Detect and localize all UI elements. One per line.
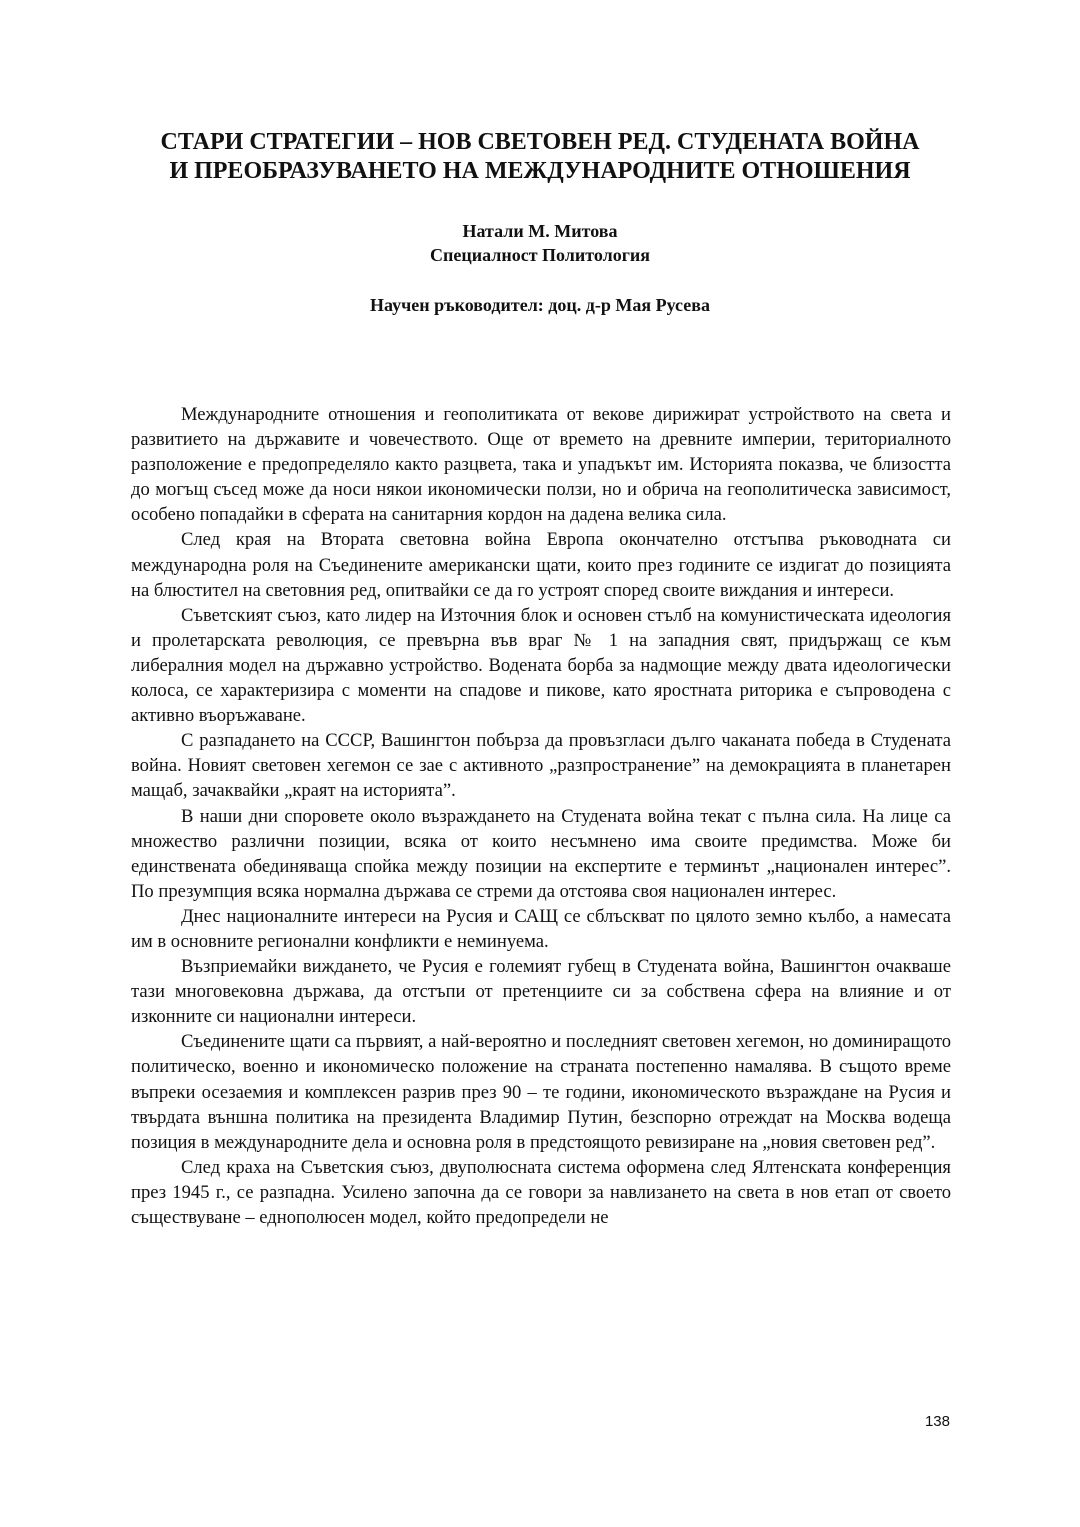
author-name: Натали М. Митова — [462, 221, 618, 241]
author-block — [120, 219, 960, 267]
body-text — [131, 402, 951, 1230]
paper-title-line-1: СТАРИ СТРАТЕГИИ – НОВ СВЕТОВЕН РЕД. СТУДЕНАТА ВОЙНА — [160, 129, 920, 155]
author-specialty: Специалност Политология — [429, 245, 651, 265]
body-paragraph-1: Международните отношения и геополитиката от векове дирижират устройството на света и развитието на държавите и човечеството. Още от времето на древните империи, териториалното разположение е предопределяло както разцвета, така и упадъкът им. Историята показва, че близостта до могъщ съсед може да носи някои икономически ползи, но и обрича на геополитическа зависимост, особено попадайки в сферата на санитарния кордон на дадена велика сила. — [131, 404, 951, 526]
body-paragraph-7: Възприемайки виждането, че Русия е големият губещ в Студената война, Вашингтон очакваше тази многовековна държава, да отстъпи от претенциите си за собствена сфера на влияние и от изконните си национални интереси. — [131, 956, 951, 1028]
body-paragraph-3: Съветският съюз, като лидер на Източния блок и основен стълб на комунистическата идеология и пролетарската революция, се превърна във враг № 1 на западния свят, придържащ се към либералния модел на държавно устройство. Водената борба за надмощие между двата идеологически колоса, се характеризира с моменти на спадове и пикове, като яростната риторика е съпроводена с активно въоръжаване. — [131, 604, 951, 727]
body-paragraph-2: След края на Втората световна война Европа окончателно отстъпва ръководната си международна роля на Съединените американски щати, които през годините се издигат до позицията на блюстител на световния ред, опитвайки се да го устроят според своите виждания и интереси. — [131, 529, 951, 601]
body-paragraph-6: Днес националните интереси на Русия и САЩ се сблъскват по цялото земно кълбо, а намесата им в основните регионални конфликти е неминуема. — [131, 905, 951, 952]
supervisor-line: Научен ръководител: доц. д-р Мая Русева — [370, 295, 710, 315]
body-paragraph-5: В наши дни споровете около възраждането на Студената война текат с пълна сила. На лице са множество различни позиции, всяка от които несъмнено има своите предимства. Може би единствената обединяваща спойка между позиции на експертите е терминът „национален интерес”. По презумпция всяка нормална държава се стреми да отстоява своя национален интерес. — [131, 805, 951, 902]
body-paragraph-4: С разпадането на СССР, Вашингтон побърза да провъзгласи дълго чаканата победа в Студената война. Новият световен хегемон се зае с активното „разпространение” на демокрацията в планетарен мащаб, зачаквайки „краят на историята”. — [131, 730, 951, 802]
paper-title-line-2: И ПРЕОБРАЗУВАНЕТО НА МЕЖДУНАРОДНИТЕ ОТНОШЕНИЯ — [169, 158, 911, 184]
body-paragraph-8: Съединените щати са първият, а най-вероятно и последният световен хегемон, но доминиращото политическо, военно и икономическо положение на страната постепенно намалява. В същото време въпреки осезаемия и комплексен разрив през 90 – те години, икономическото възраждане на Русия и твърдата външна политика на президента Владимир Путин, безспорно отреждат на Москва водеща позиция в международните дела и основна роля в предстоящото ревизиране на „новия световен ред”. — [131, 1031, 951, 1153]
paper-title — [120, 128, 960, 186]
body-paragraph-9: След краха на Съветския съюз, двуполюсната система оформена след Ялтенската конференция през 1945 г., се разпадна. Усилено започна да се говори за навлизането на света в нов етап от своето съществуване – еднополюсен модел, който предопредели не — [131, 1156, 951, 1228]
page-number: 138 — [924, 1413, 950, 1430]
